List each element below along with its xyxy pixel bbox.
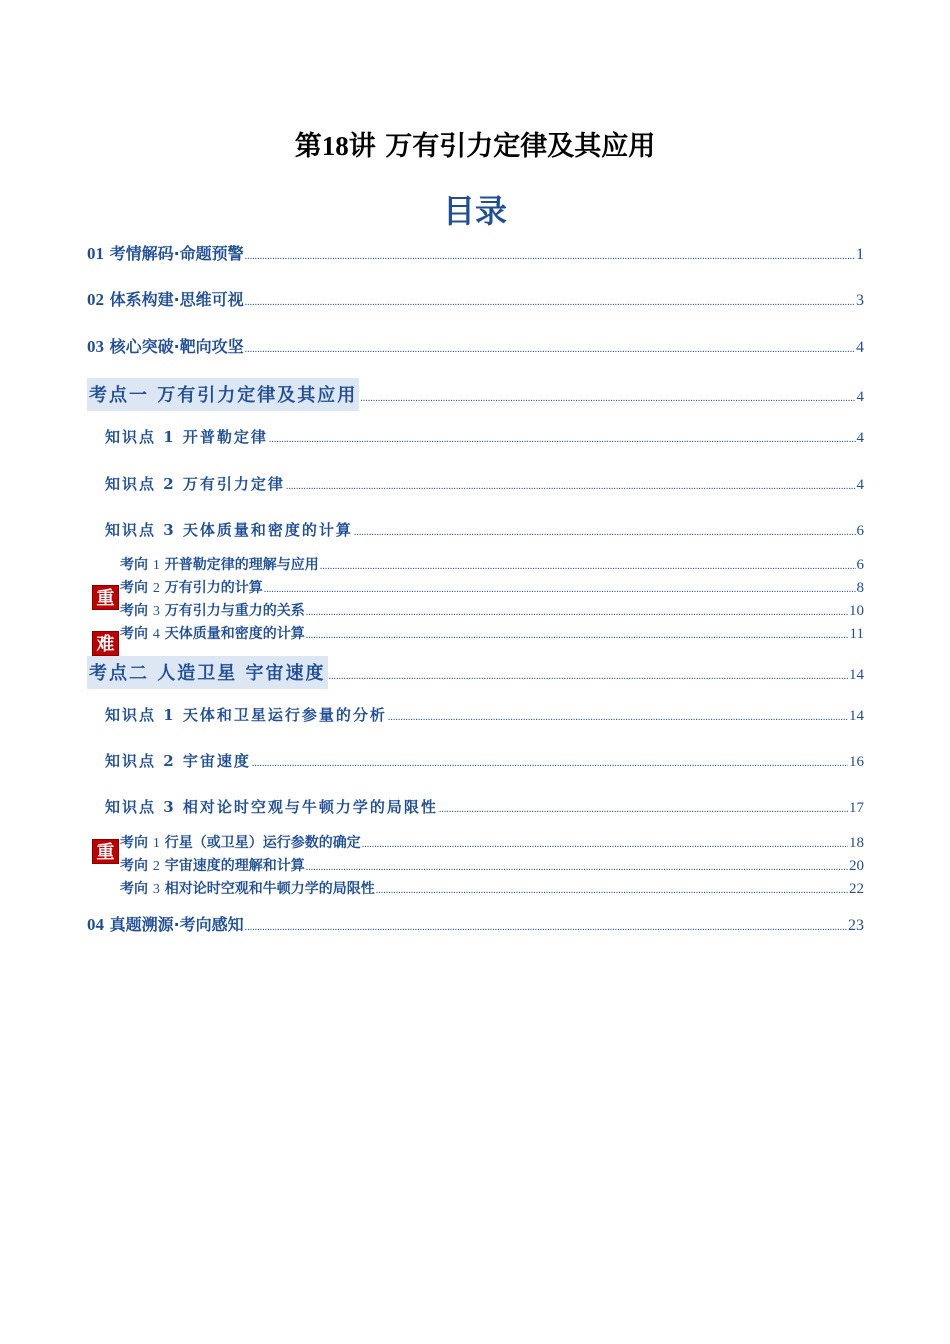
toc-knowledge-1-3[interactable]	[105, 519, 864, 540]
toc-page-number: 11	[849, 626, 864, 642]
toc-direction-2-2[interactable]	[120, 855, 864, 875]
toc-page-number: 10	[849, 603, 864, 619]
toc-entry-label: 行星（或卫星）运行参数的确定	[164, 835, 361, 851]
toc-knowledge-1-2[interactable]	[105, 473, 864, 494]
badge-zhong: 重	[92, 585, 119, 610]
toc-section-kaodian-2[interactable]	[87, 656, 864, 689]
toc-page-number: 18	[849, 835, 864, 851]
toc-knowledge-1-1[interactable]	[105, 426, 864, 447]
toc-page-number: 22	[849, 881, 864, 897]
toc-entry-number: 02	[87, 290, 104, 309]
toc-entry-04[interactable]	[87, 912, 864, 935]
toc-entry-number: 3	[152, 604, 160, 619]
leader-dots	[320, 561, 856, 572]
leader-dots	[264, 584, 856, 595]
toc-page-number: 16	[849, 754, 864, 770]
page-title	[0, 124, 950, 163]
leader-dots	[329, 671, 848, 682]
toc-entry-label: 体系构建·思维可视	[109, 290, 244, 309]
toc-direction-prefix: 考向	[120, 835, 148, 851]
badge-nan: 难	[92, 631, 119, 656]
leader-dots	[245, 251, 855, 262]
toc-direction-prefix: 考向	[120, 858, 148, 874]
toc-entry-number: 1	[152, 558, 160, 573]
toc-page-number: 8	[856, 580, 864, 596]
leader-dots	[439, 804, 848, 815]
toc-direction-2-3[interactable]	[120, 878, 864, 898]
toc-entry-label: 知识点 1 天体和卫星运行参量的分析	[105, 706, 387, 724]
toc-page-number: 4	[856, 477, 864, 493]
leader-dots	[306, 607, 848, 618]
toc-page-number: 14	[849, 667, 864, 683]
toc-entry-number: 01	[87, 244, 104, 263]
toc-entry-label: 知识点 3 天体质量和密度的计算	[105, 521, 353, 539]
toc-entry-number: 3	[152, 882, 160, 897]
toc-direction-1-4[interactable]	[120, 623, 864, 643]
toc-page-number: 1	[856, 246, 864, 263]
leader-dots	[306, 630, 849, 641]
toc-entry-01[interactable]	[87, 241, 864, 264]
toc-direction-1-3[interactable]	[120, 600, 864, 620]
toc-page-number: 4	[856, 339, 864, 356]
toc-direction-1-2[interactable]	[120, 577, 864, 597]
toc-entry-02[interactable]	[87, 287, 864, 310]
toc-entry-label: 开普勒定律的理解与应用	[164, 557, 319, 573]
toc-entry-number: 04	[87, 915, 104, 934]
toc-page-number: 20	[849, 858, 864, 874]
leader-dots	[269, 434, 856, 445]
leader-dots	[360, 393, 855, 404]
toc-entry-number: 1	[152, 836, 160, 851]
toc-entry-number: 4	[152, 627, 160, 642]
leader-dots	[376, 885, 848, 896]
toc-knowledge-2-2[interactable]	[105, 750, 864, 771]
title-number: 18	[321, 131, 349, 161]
toc-entry-label: 知识点 2 万有引力定律	[105, 475, 285, 493]
leader-dots	[388, 712, 848, 723]
toc-page-number: 6	[856, 557, 864, 573]
leader-dots	[362, 839, 848, 850]
badge-zhong-2: 重	[92, 839, 119, 864]
toc-entry-label: 知识点 1 开普勒定律	[105, 428, 268, 446]
toc-page-number: 4	[856, 430, 864, 446]
toc-entry-label: 真题溯源·考向感知	[109, 915, 244, 934]
toc-entry-03[interactable]	[87, 334, 864, 357]
toc-direction-prefix: 考向	[120, 626, 148, 642]
toc-knowledge-2-3[interactable]	[105, 796, 864, 817]
toc-entry-label: 知识点 3 相对论时空观与牛顿力学的局限性	[105, 798, 438, 816]
toc-page-number: 3	[856, 292, 864, 309]
leader-dots	[245, 297, 855, 308]
leader-dots	[354, 527, 856, 538]
toc-entry-label: 核心突破·靶向攻坚	[109, 337, 244, 356]
toc-page-number: 23	[848, 917, 864, 934]
toc-direction-prefix: 考向	[120, 881, 148, 897]
toc-entry-number: 03	[87, 337, 104, 356]
toc-entry-number: 2	[152, 859, 160, 874]
toc-page-number: 6	[856, 523, 864, 539]
leader-dots	[245, 344, 855, 355]
toc-entry-number: 2	[152, 581, 160, 596]
toc-direction-1-1[interactable]	[120, 554, 864, 574]
toc-entry-label: 万有引力的计算	[164, 580, 263, 596]
toc-direction-prefix: 考向	[120, 557, 148, 573]
toc-direction-prefix: 考向	[120, 580, 148, 596]
leader-dots	[252, 758, 848, 769]
toc-section-label: 考点一 万有引力定律及其应用	[87, 378, 359, 411]
toc-entry-label: 相对论时空观和牛顿力学的局限性	[164, 881, 375, 897]
toc-knowledge-2-1[interactable]	[105, 704, 864, 725]
title-prefix: 第	[294, 131, 322, 162]
toc-entry-label: 考情解码·命题预警	[109, 244, 244, 263]
toc-entry-label: 知识点 2 宇宙速度	[105, 752, 251, 770]
toc-page-number: 4	[856, 389, 864, 405]
toc-page-number: 17	[849, 800, 864, 816]
toc-entry-label: 宇宙速度的理解和计算	[164, 858, 305, 874]
toc-entry-label: 天体质量和密度的计算	[164, 626, 305, 642]
toc-section-kaodian-1[interactable]	[87, 378, 864, 411]
title-rest: 讲 万有引力定律及其应用	[348, 131, 656, 162]
toc-heading: 目录	[442, 192, 507, 230]
leader-dots	[245, 922, 847, 933]
toc-direction-2-1[interactable]	[120, 832, 864, 852]
toc-entry-label: 万有引力与重力的关系	[164, 603, 305, 619]
leader-dots	[286, 481, 856, 492]
toc-section-label: 考点二 人造卫星 宇宙速度	[87, 656, 328, 689]
leader-dots	[306, 862, 848, 873]
toc-direction-prefix: 考向	[120, 603, 148, 619]
toc-page-number: 14	[849, 708, 864, 724]
